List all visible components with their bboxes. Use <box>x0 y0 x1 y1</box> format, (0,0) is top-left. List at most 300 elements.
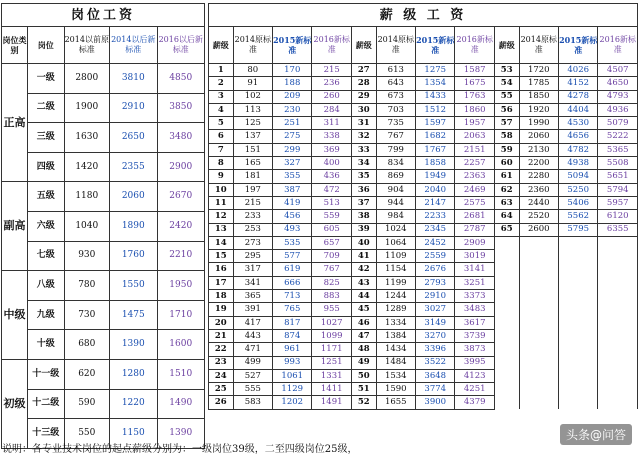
standard-2015: 1682 <box>416 130 455 143</box>
grade-number: 31 <box>351 117 376 130</box>
header-grade: 薪级 <box>351 27 376 64</box>
standard-2016: 5079 <box>598 117 638 130</box>
pre2014-value: 590 <box>64 389 110 419</box>
salary-row <box>209 303 638 316</box>
empty-cell <box>558 276 597 289</box>
grade-number: 7 <box>209 143 234 156</box>
post2016-value: 2420 <box>157 211 205 241</box>
empty-cell <box>494 276 519 289</box>
standard-2016: 3373 <box>455 290 494 303</box>
grade-number: 20 <box>209 316 234 329</box>
pre2014-value: 680 <box>64 330 110 360</box>
position-category: 正高 <box>2 64 28 182</box>
position-level: 八级 <box>28 271 64 301</box>
standard-2015: 1129 <box>273 383 312 396</box>
standard-2016: 1027 <box>312 316 351 329</box>
standard-2014: 1590 <box>376 383 415 396</box>
empty-cell <box>494 383 519 396</box>
salary-row <box>209 210 638 223</box>
standard-2014: 499 <box>233 356 272 369</box>
standard-2014: 2060 <box>519 130 558 143</box>
grade-number: 4 <box>209 103 234 116</box>
standard-2016: 559 <box>312 210 351 223</box>
standard-2016: 3251 <box>455 276 494 289</box>
standard-2014: 2130 <box>519 143 558 156</box>
post2014-value: 1890 <box>110 211 157 241</box>
standard-2014: 253 <box>233 223 272 236</box>
position-category: 初级 <box>2 359 28 448</box>
standard-2016: 513 <box>312 196 351 209</box>
pre2014-value: 1040 <box>64 211 110 241</box>
standard-2014: 1434 <box>376 343 415 356</box>
empty-cell <box>494 316 519 329</box>
standard-2014: 703 <box>376 103 415 116</box>
standard-2015: 1354 <box>416 77 455 90</box>
standard-2014: 273 <box>233 236 272 249</box>
standard-2014: 471 <box>233 343 272 356</box>
position-table-body <box>2 64 205 449</box>
standard-2014: 1785 <box>519 77 558 90</box>
empty-cell <box>558 250 597 263</box>
empty-cell <box>598 250 638 263</box>
header-2015: 2015新标准 <box>416 27 455 64</box>
standard-2016: 1251 <box>312 356 351 369</box>
header-position: 岗位 <box>28 27 64 64</box>
standard-2014: 2520 <box>519 210 558 223</box>
grade-number: 11 <box>209 196 234 209</box>
position-level: 九级 <box>28 300 64 330</box>
standard-2015: 1767 <box>416 143 455 156</box>
standard-2014: 527 <box>233 369 272 382</box>
grade-salary-table <box>208 3 638 410</box>
post2016-value: 2900 <box>157 152 205 182</box>
standard-2014: 91 <box>233 77 272 90</box>
grade-number: 63 <box>494 196 519 209</box>
position-row <box>2 64 205 94</box>
empty-cell <box>494 236 519 249</box>
post2014-value: 2060 <box>110 182 157 212</box>
standard-2015: 4530 <box>558 117 597 130</box>
grade-number: 12 <box>209 210 234 223</box>
standard-2014: 2440 <box>519 196 558 209</box>
standard-2016: 4507 <box>598 64 638 77</box>
standard-2014: 1720 <box>519 64 558 77</box>
standard-2014: 233 <box>233 210 272 223</box>
empty-cell <box>558 343 597 356</box>
post2016-value: 2670 <box>157 182 205 212</box>
empty-cell <box>494 250 519 263</box>
header-post2014: 2014以后新标准 <box>110 27 157 64</box>
standard-2016: 284 <box>312 103 351 116</box>
grade-number: 42 <box>351 263 376 276</box>
empty-cell <box>598 316 638 329</box>
header-2016: 2016新标准 <box>455 27 494 64</box>
salary-row <box>209 223 638 236</box>
standard-2015: 3270 <box>416 329 455 342</box>
position-row <box>2 389 205 419</box>
standard-2016: 1763 <box>455 90 494 103</box>
standard-2016: 5222 <box>598 130 638 143</box>
standard-2015: 3522 <box>416 356 455 369</box>
standard-2014: 834 <box>376 157 415 170</box>
standard-2015: 1512 <box>416 103 455 116</box>
position-row <box>2 93 205 123</box>
empty-cell <box>519 316 558 329</box>
salary-table-body <box>209 64 638 410</box>
empty-cell <box>519 263 558 276</box>
grade-number: 30 <box>351 103 376 116</box>
standard-2014: 1384 <box>376 329 415 342</box>
empty-cell <box>558 263 597 276</box>
salary-table-header-row <box>209 27 638 64</box>
empty-cell <box>558 369 597 382</box>
grade-number: 24 <box>209 369 234 382</box>
position-row <box>2 211 205 241</box>
standard-2016: 3873 <box>455 343 494 356</box>
empty-cell <box>494 396 519 409</box>
empty-cell <box>519 236 558 249</box>
grade-number: 25 <box>209 383 234 396</box>
position-salary-table <box>1 3 205 449</box>
grade-number: 17 <box>209 276 234 289</box>
standard-2016: 6355 <box>598 223 638 236</box>
standard-2015: 355 <box>273 170 312 183</box>
standard-2016: 6120 <box>598 210 638 223</box>
post2016-value: 1510 <box>157 359 205 389</box>
standard-2014: 2200 <box>519 157 558 170</box>
grade-number: 40 <box>351 236 376 249</box>
standard-2015: 3149 <box>416 316 455 329</box>
standard-2015: 2793 <box>416 276 455 289</box>
standard-2016: 3617 <box>455 316 494 329</box>
post2014-value: 1760 <box>110 241 157 271</box>
position-table-header-row <box>2 27 205 64</box>
position-level: 三级 <box>28 123 64 153</box>
grade-number: 3 <box>209 90 234 103</box>
pre2014-value: 1420 <box>64 152 110 182</box>
grade-number: 64 <box>494 210 519 223</box>
empty-cell <box>558 383 597 396</box>
empty-cell <box>519 396 558 409</box>
standard-2014: 1064 <box>376 236 415 249</box>
standard-2016: 1587 <box>455 64 494 77</box>
grade-number: 50 <box>351 369 376 382</box>
standard-2015: 419 <box>273 196 312 209</box>
standard-2016: 767 <box>312 263 351 276</box>
standard-2014: 295 <box>233 250 272 263</box>
salary-row <box>209 170 638 183</box>
standard-2016: 2063 <box>455 130 494 143</box>
grade-number: 51 <box>351 383 376 396</box>
pre2014-value: 2800 <box>64 64 110 94</box>
standard-2015: 3774 <box>416 383 455 396</box>
standard-2016: 1675 <box>455 77 494 90</box>
standard-2014: 583 <box>233 396 272 409</box>
standard-2015: 5094 <box>558 170 597 183</box>
empty-cell <box>494 290 519 303</box>
grade-number: 55 <box>494 90 519 103</box>
standard-2016: 4379 <box>455 396 494 409</box>
salary-row <box>209 290 638 303</box>
standard-2015: 299 <box>273 143 312 156</box>
empty-cell <box>519 329 558 342</box>
standard-2016: 5365 <box>598 143 638 156</box>
position-row <box>2 152 205 182</box>
empty-cell <box>598 303 638 316</box>
salary-row <box>209 329 638 342</box>
pre2014-value: 1180 <box>64 182 110 212</box>
standard-2016: 825 <box>312 276 351 289</box>
standard-2015: 2040 <box>416 183 455 196</box>
grade-number: 5 <box>209 117 234 130</box>
standard-2014: 735 <box>376 117 415 130</box>
standard-2016: 472 <box>312 183 351 196</box>
standard-2016: 311 <box>312 117 351 130</box>
empty-cell <box>558 396 597 409</box>
standard-2015: 5250 <box>558 183 597 196</box>
position-level: 十一级 <box>28 359 64 389</box>
standard-2016: 4936 <box>598 103 638 116</box>
position-level: 七级 <box>28 241 64 271</box>
header-2016: 2016新标准 <box>312 27 351 64</box>
standard-2016: 5957 <box>598 196 638 209</box>
grade-number: 13 <box>209 223 234 236</box>
standard-2015: 619 <box>273 263 312 276</box>
post2016-value: 1710 <box>157 300 205 330</box>
standard-2015: 3900 <box>416 396 455 409</box>
header-grade: 薪级 <box>209 27 234 64</box>
empty-cell <box>494 263 519 276</box>
standard-2016: 1957 <box>455 117 494 130</box>
standard-2016: 5794 <box>598 183 638 196</box>
standard-2016: 3483 <box>455 303 494 316</box>
standard-2015: 2345 <box>416 223 455 236</box>
grade-number: 46 <box>351 316 376 329</box>
standard-2015: 2559 <box>416 250 455 263</box>
standard-2015: 1433 <box>416 90 455 103</box>
standard-2014: 215 <box>233 196 272 209</box>
standard-2015: 209 <box>273 90 312 103</box>
empty-cell <box>598 383 638 396</box>
standard-2016: 4650 <box>598 77 638 90</box>
empty-cell <box>598 329 638 342</box>
header-grade: 薪级 <box>494 27 519 64</box>
standard-2014: 643 <box>376 77 415 90</box>
standard-2014: 1920 <box>519 103 558 116</box>
standard-2014: 613 <box>376 64 415 77</box>
header-2015: 2015新标准 <box>273 27 312 64</box>
header-category: 岗位类别 <box>2 27 28 64</box>
salary-row <box>209 343 638 356</box>
standard-2016: 369 <box>312 143 351 156</box>
grade-number: 23 <box>209 356 234 369</box>
standard-2015: 2910 <box>416 290 455 303</box>
standard-2015: 874 <box>273 329 312 342</box>
standard-2015: 2147 <box>416 196 455 209</box>
standard-2015: 3396 <box>416 343 455 356</box>
standard-2014: 904 <box>376 183 415 196</box>
standard-2016: 436 <box>312 170 351 183</box>
standard-2014: 1334 <box>376 316 415 329</box>
position-level: 十级 <box>28 330 64 360</box>
salary-row <box>209 157 638 170</box>
standard-2016: 3739 <box>455 329 494 342</box>
grade-number: 65 <box>494 223 519 236</box>
grade-number: 43 <box>351 276 376 289</box>
post2014-value: 3810 <box>110 64 157 94</box>
header-2016: 2016新标准 <box>598 27 638 64</box>
grade-number: 36 <box>351 183 376 196</box>
grade-number: 22 <box>209 343 234 356</box>
post2016-value: 1600 <box>157 330 205 360</box>
footnote: 说明：各专业技术岗位的起点薪级分别为：一级岗位39级，二至四级岗位25级， <box>2 444 358 455</box>
empty-cell <box>494 369 519 382</box>
post2014-value: 2910 <box>110 93 157 123</box>
standard-2014: 1850 <box>519 90 558 103</box>
standard-2016: 657 <box>312 236 351 249</box>
grade-number: 44 <box>351 290 376 303</box>
standard-2015: 4152 <box>558 77 597 90</box>
standard-2015: 535 <box>273 236 312 249</box>
standard-2016: 4251 <box>455 383 494 396</box>
standard-2014: 125 <box>233 117 272 130</box>
header-pre2014: 2014以前原标准 <box>64 27 110 64</box>
standard-2015: 1202 <box>273 396 312 409</box>
standard-2015: 170 <box>273 64 312 77</box>
standard-2016: 338 <box>312 130 351 143</box>
standard-2014: 137 <box>233 130 272 143</box>
empty-cell <box>598 263 638 276</box>
salary-row <box>209 236 638 249</box>
salary-table-title: 薪 级 工 资 <box>209 4 638 27</box>
position-row <box>2 300 205 330</box>
grade-number: 38 <box>351 210 376 223</box>
position-category: 中级 <box>2 271 28 360</box>
standard-2014: 2600 <box>519 223 558 236</box>
grade-number: 57 <box>494 117 519 130</box>
empty-cell <box>494 356 519 369</box>
empty-cell <box>598 356 638 369</box>
salary-row <box>209 369 638 382</box>
standard-2015: 765 <box>273 303 312 316</box>
standard-2014: 443 <box>233 329 272 342</box>
standard-2014: 673 <box>376 90 415 103</box>
standard-2016: 215 <box>312 64 351 77</box>
salary-row <box>209 316 638 329</box>
standard-2015: 2452 <box>416 236 455 249</box>
empty-cell <box>519 356 558 369</box>
standard-2014: 2280 <box>519 170 558 183</box>
pre2014-value: 550 <box>64 419 110 449</box>
post2014-value: 1220 <box>110 389 157 419</box>
pre2014-value: 930 <box>64 241 110 271</box>
header-2014: 2014原标准 <box>519 27 558 64</box>
pre2014-value: 1900 <box>64 93 110 123</box>
grade-number: 32 <box>351 130 376 143</box>
standard-2014: 1024 <box>376 223 415 236</box>
standard-2015: 1597 <box>416 117 455 130</box>
grade-number: 16 <box>209 263 234 276</box>
empty-cell <box>598 343 638 356</box>
standard-2014: 151 <box>233 143 272 156</box>
position-row <box>2 271 205 301</box>
grade-number: 26 <box>209 396 234 409</box>
standard-2014: 365 <box>233 290 272 303</box>
standard-2016: 1099 <box>312 329 351 342</box>
empty-cell <box>598 396 638 409</box>
standard-2014: 869 <box>376 170 415 183</box>
standard-2015: 713 <box>273 290 312 303</box>
position-level: 十三级 <box>28 419 64 449</box>
standard-2014: 1109 <box>376 250 415 263</box>
salary-row <box>209 263 638 276</box>
standard-2015: 4938 <box>558 157 597 170</box>
standard-2014: 317 <box>233 263 272 276</box>
salary-row <box>209 64 638 77</box>
standard-2015: 3027 <box>416 303 455 316</box>
standard-2014: 165 <box>233 157 272 170</box>
standard-2016: 1491 <box>312 396 351 409</box>
grade-number: 52 <box>351 396 376 409</box>
salary-row <box>209 196 638 209</box>
salary-row <box>209 143 638 156</box>
standard-2015: 251 <box>273 117 312 130</box>
grade-number: 60 <box>494 157 519 170</box>
grade-number: 62 <box>494 183 519 196</box>
post2014-value: 2650 <box>110 123 157 153</box>
standard-2015: 1061 <box>273 369 312 382</box>
grade-number: 58 <box>494 130 519 143</box>
standard-2014: 80 <box>233 64 272 77</box>
standard-2015: 5562 <box>558 210 597 223</box>
empty-cell <box>519 343 558 356</box>
standard-2015: 666 <box>273 276 312 289</box>
pre2014-value: 780 <box>64 271 110 301</box>
standard-2014: 984 <box>376 210 415 223</box>
standard-2015: 1858 <box>416 157 455 170</box>
position-level: 六级 <box>28 211 64 241</box>
standard-2014: 1655 <box>376 396 415 409</box>
post2016-value: 1390 <box>157 419 205 449</box>
empty-cell <box>519 276 558 289</box>
grade-number: 48 <box>351 343 376 356</box>
standard-2015: 5406 <box>558 196 597 209</box>
grade-number: 41 <box>351 250 376 263</box>
salary-row <box>209 183 638 196</box>
standard-2014: 2360 <box>519 183 558 196</box>
post2016-value: 3850 <box>157 93 205 123</box>
empty-cell <box>598 290 638 303</box>
standard-2015: 456 <box>273 210 312 223</box>
standard-2015: 2676 <box>416 263 455 276</box>
standard-2015: 188 <box>273 77 312 90</box>
standard-2016: 400 <box>312 157 351 170</box>
empty-cell <box>598 236 638 249</box>
standard-2015: 2233 <box>416 210 455 223</box>
empty-cell <box>558 290 597 303</box>
grade-number: 21 <box>209 329 234 342</box>
standard-2016: 2909 <box>455 236 494 249</box>
position-row <box>2 182 205 212</box>
salary-row <box>209 90 638 103</box>
standard-2014: 944 <box>376 196 415 209</box>
position-row <box>2 330 205 360</box>
standard-2016: 236 <box>312 77 351 90</box>
header-2014: 2014原标准 <box>233 27 272 64</box>
post2014-value: 1390 <box>110 330 157 360</box>
position-level: 五级 <box>28 182 64 212</box>
standard-2014: 113 <box>233 103 272 116</box>
